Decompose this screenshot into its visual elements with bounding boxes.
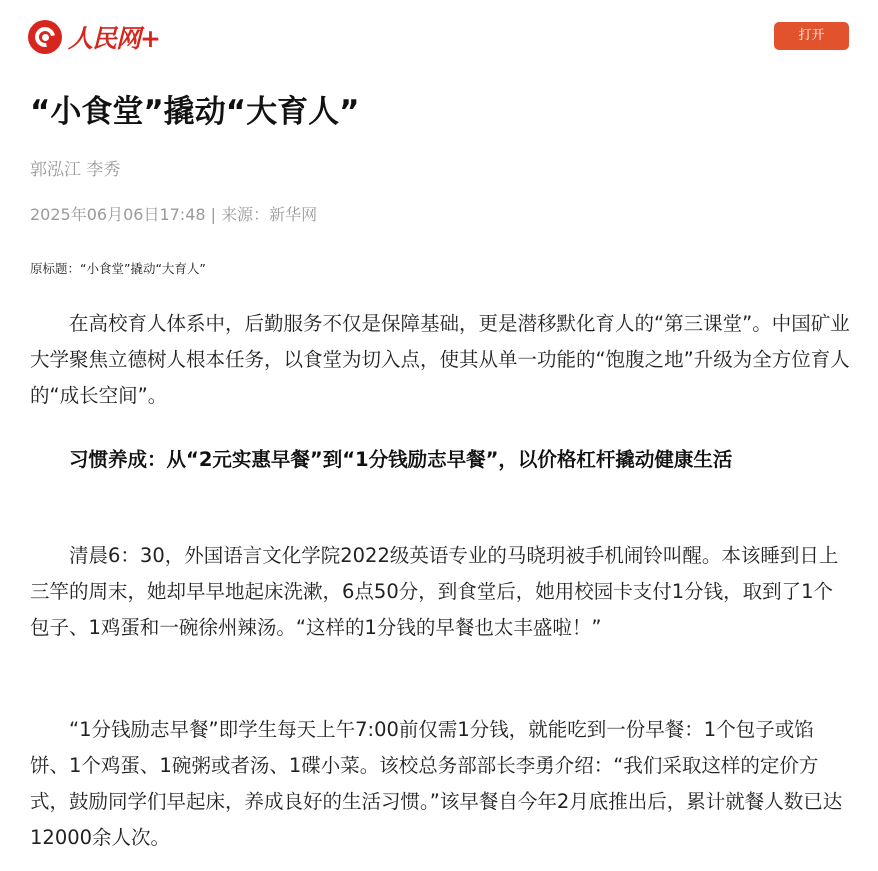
- article-authors: 郭泓江 李秀: [30, 160, 121, 180]
- people-daily-logo[interactable]: [28, 19, 160, 55]
- article-title: “小食堂”撬动“大育人”: [30, 94, 360, 130]
- paragraph-details: “1分钱励志早餐”即学生每天上午7:00前仅需1分钱，就能吃到一份早餐：1个包子或馅饼、1个鸡蛋、1碗粥或者汤、1碟小菜。该校总务部部长李勇介绍：“我们采取这样的定价方式，鼓励同学们早起床，养成良好的生活习惯。”该早餐自今年2月底推出后，累计就餐人数已达12000余人次。: [30, 718, 843, 849]
- section-heading: 习惯养成：从“2元实惠早餐”到“1分钱励志早餐”，以价格杠杆撬动健康生活: [69, 448, 733, 471]
- paragraph-intro: 在高校育人体系中，后勤服务不仅是保障基础，更是潜移默化育人的“第三课堂”。中国矿业大学聚焦立德树人根本任务，以食堂为切入点，使其从单一功能的“饱腹之地”升级为全方位育人的“成长空间”。: [30, 312, 850, 407]
- meta-separator: |: [205, 205, 222, 224]
- publish-datetime: 2025年06月06日17:48: [30, 205, 206, 224]
- article-source: 来源：新华网: [221, 205, 318, 224]
- logo-mark-icon: [28, 20, 62, 54]
- top-bar: [0, 0, 878, 72]
- open-app-button[interactable]: 打开: [774, 22, 849, 50]
- original-title: 原标题：“小食堂”撬动“大育人”: [30, 261, 206, 276]
- paragraph-story: 清晨6：30，外国语言文化学院2022级英语专业的马晓玥被手机闹铃叫醒。本该睡到日上三竿的周末，她却早早地起床洗漱，6点50分，到食堂后，她用校园卡支付1分钱，取到了1个包子、1鸡蛋和一碗徐州辣汤。“这样的1分钱的早餐也太丰盛啦！”: [30, 544, 839, 639]
- article-meta: [30, 202, 317, 225]
- logo-text: 人民网+: [68, 24, 160, 53]
